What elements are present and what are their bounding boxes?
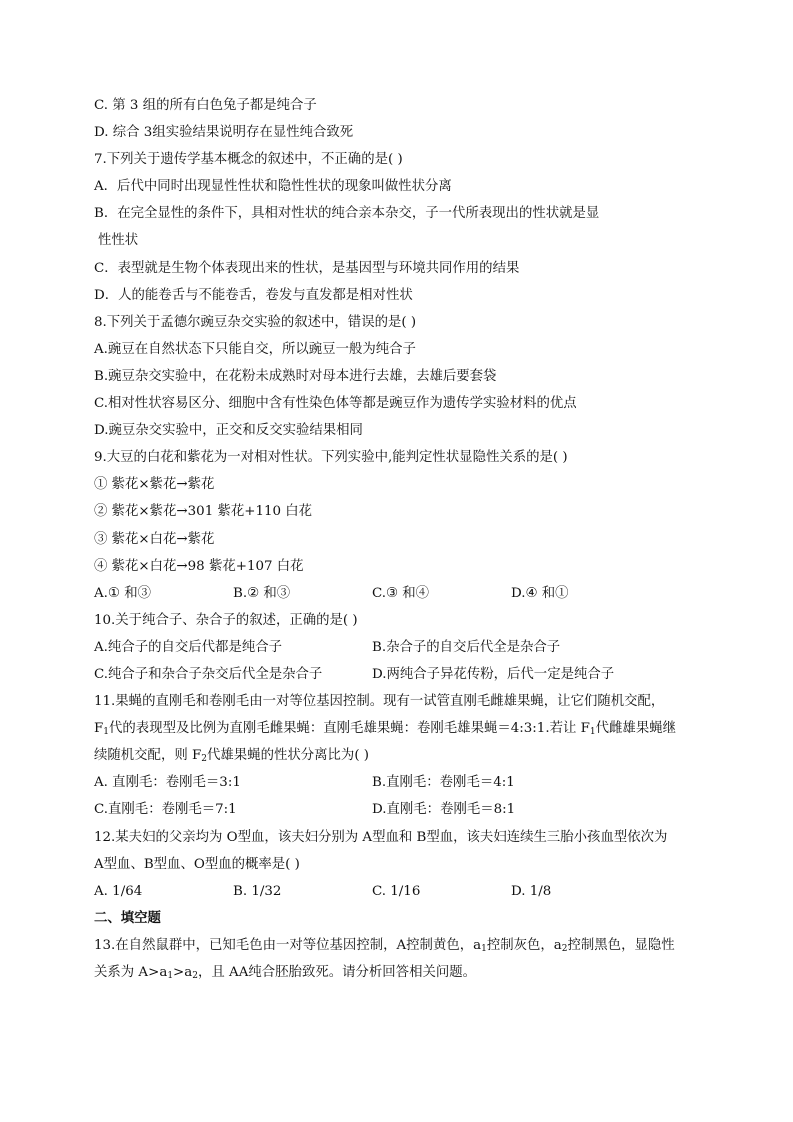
q9-stem: 9.大豆的白花和紫花为一对相对性状。下列实验中,能判定性状显隐性关系的是( ) [94, 450, 568, 466]
q12-option-d: D. 1/8 [511, 883, 552, 899]
q7-stem: 7.下列关于遗传学基本概念的叙述中，不正确的是( ) [94, 152, 403, 168]
q6-option-c: C. 第 3 组的所有白色兔子都是纯合子 [94, 98, 317, 113]
q9-item-3: ③ 紫花×白花→紫花 [94, 531, 215, 547]
q11-options-row2 [94, 796, 733, 823]
q8-option-a: A.豌豆在自然状态下只能自交，所以豌豆一般为纯合子 [94, 341, 416, 357]
q7-option-b: B．在完全显性的条件下，具相对性状的纯合亲本杂交，子一代所表现出的性状就是显 [94, 206, 600, 222]
q12-options [94, 878, 733, 905]
q10-option-b: B.杂合子的自交后代全是杂合子 [372, 639, 561, 655]
q10-options-row2 [94, 661, 733, 688]
q11-option-c: C.直刚毛：卷刚毛＝7:1 [94, 802, 237, 818]
q11-option-b: B.直刚毛：卷刚毛＝4:1 [372, 775, 515, 791]
q10-option-d: D.两纯合子异花传粉，后代一定是纯合子 [372, 666, 615, 682]
q8-option-d: D.豌豆杂交实验中，正交和反交实验结果相同 [94, 423, 363, 439]
q6-option-d: D. 综合 3组实验结果说明存在显性纯合致死 [94, 125, 354, 141]
q9-options [94, 580, 733, 607]
q11-stem-line3: 续随机交配，则 $F_2$代雄果蝇的性状分离比为( ) [94, 748, 370, 765]
q9-option-d: D.④ 和① [511, 585, 569, 601]
q10-stem: 10.关于纯合子、杂合子的叙述，正确的是( ) [94, 612, 358, 628]
q12-option-a: A. 1/64 [94, 883, 143, 899]
q9-item-1: ① 紫花×紫花→紫花 [94, 477, 215, 493]
q12-stem-line1: 12.某夫妇的父亲均为 O型血，该夫妇分别为 A型血和 B型血，该夫妇连续生三胎小孩血型依次为 [94, 829, 668, 845]
q9-option-b: B.② 和③ [233, 585, 291, 601]
q9-item-2: ② 紫花×紫花→301 紫花+110 白花 [94, 504, 313, 520]
q7-option-a: A．后代中同时出现显性性状和隐性性状的现象叫做性状分离 [94, 179, 452, 195]
q8-option-c: C.相对性状容易区分、细胞中含有性染色体等都是豌豆作为遗传学实验材料的优点 [94, 396, 577, 412]
q7-option-b-cont: 性性状 [98, 233, 139, 249]
q11-stem-line2: $F_1$代的表现型及比例为直刚毛雌果蝇：直刚毛雄果蝇：卷刚毛雄果蝇＝4:3:1.若让 $F_1$代雌雄果蝇继 [94, 721, 676, 738]
q10-options-row1 [94, 634, 733, 661]
q12-option-c: C. 1/16 [372, 883, 421, 899]
q9-option-a: A.① 和③ [94, 585, 151, 601]
q7-option-d: D．人的能卷舌与不能卷舌，卷发与直发都是相对性状 [94, 287, 413, 303]
q8-option-b: B.豌豆杂交实验中，在花粉未成熟时对母本进行去雄，去雄后要套袋 [94, 368, 497, 384]
q12-stem-line2: A型血、B型血、O型血的概率是( ) [94, 856, 300, 872]
q9-item-4: ④ 紫花×白花→98 紫花+107 白花 [94, 558, 304, 574]
q11-option-d: D.直刚毛：卷刚毛＝8:1 [372, 802, 516, 818]
section-heading-fill-blank: 二、填空题 [94, 910, 161, 926]
q11-option-a: A. 直刚毛：卷刚毛＝3:1 [94, 775, 241, 791]
q8-stem: 8.下列关于孟德尔豌豆杂交实验的叙述中，错误的是( ) [94, 314, 417, 330]
q7-option-c: C．表型就是生物个体表现出来的性状，是基因型与环境共同作用的结果 [94, 260, 520, 276]
q13-stem-line2: 关系为 $A>a_1>a_2$，且 AA纯合胚胎致死。请分析回答相关问题。 [94, 965, 477, 981]
q10-option-a: A.纯合子的自交后代都是纯合子 [94, 639, 283, 655]
q11-stem-line1: 11.果蝇的直刚毛和卷刚毛由一对等位基因控制。现有一试管直刚毛雌雄果蝇，让它们随机交配， [94, 694, 665, 710]
q11-options-row1 [94, 769, 733, 796]
q10-option-c: C.纯合子和杂合子杂交后代全是杂合子 [94, 666, 323, 682]
q12-option-b: B. 1/32 [233, 883, 282, 899]
q9-option-c: C.③ 和④ [372, 585, 430, 601]
q13-stem-line1: 13.在自然鼠群中，已知毛色由一对等位基因控制，A控制黄色，$a_1$控制灰色，$a_2$控制黑色，显隐性 [94, 937, 675, 954]
